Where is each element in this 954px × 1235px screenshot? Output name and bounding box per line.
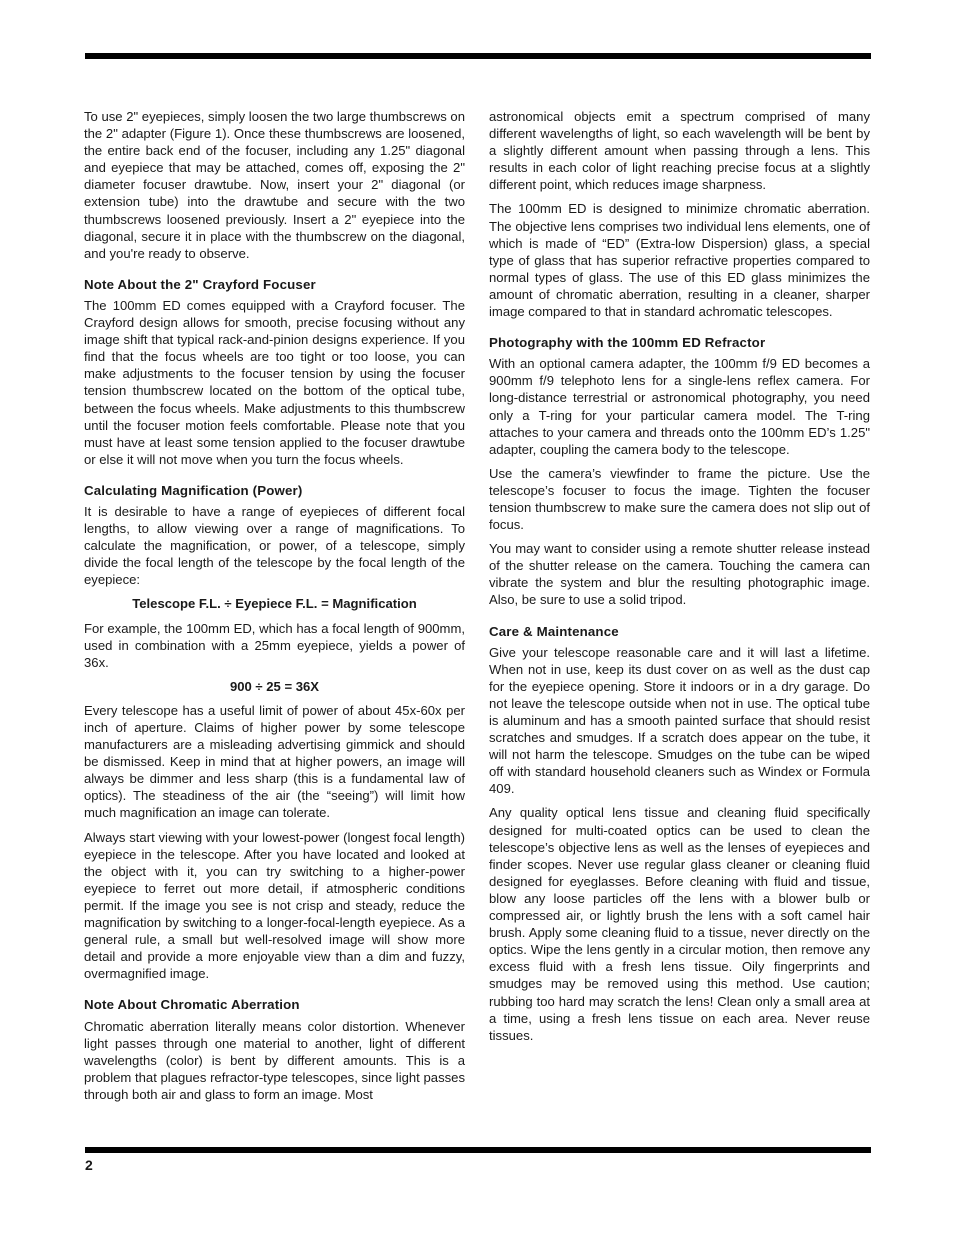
body-paragraph: Chromatic aberration literally means color distortion. Whenever light passes through one material to another, light of different wavelengths (color) is bent by different amounts. This is a problem that plagues refractor-type telescopes, since light passes through both air and glass to form an image. Most xyxy=(84,1018,465,1102)
page-number: 2 xyxy=(85,1157,93,1173)
section-heading: Note About the 2" Crayford Focuser xyxy=(84,276,316,292)
section-heading: Note About Chromatic Aberration xyxy=(84,997,300,1013)
section-heading: Calculating Magnification (Power) xyxy=(84,482,303,498)
formula: 900 ÷ 25 = 36X xyxy=(229,678,320,694)
body-paragraph: Give your telescope reasonable care and it will last a lifetime. When not in use, keep its dust cover on as well as the dust cap for the eyepiece opening. Store it indoors or in a dry garage. Do not leave the telescope outside when not in use. The optical tube is aluminum and has a smooth painted surface that should resist scratches and smudges. If a scratch does appear on the tube, it will not harm the telescope. Smudges on the tube can be wiped off with standard household cleaners such as Windex or Formula 409. xyxy=(489,644,870,797)
body-paragraph: Any quality optical lens tissue and cleaning fluid specifically designed for multi-coated optics can be used to clean the telescope’s objective lens as well as the lenses of eyepieces and finder scopes. Never use regular glass cleaner or cleaning fluid designed for eyeglasses. Before cleaning with fluid and tissue, blow any loose particles off the lens with a blower bulb or compressed air, or lightly brush the lens with a soft camel hair brush. Apply some cleaning fluid to a tissue, never directly on the optics. Wipe the lens gently in a circular motion, then remove any excess fluid with a fresh lens tissue. Oily fingerprints and smudges may be removed using this method. Use caution; rubbing too hard may scratch the lens! Clean only a small area at a time, using a fresh lens tissue on each area. Never reuse tissues. xyxy=(489,805,870,1043)
body-paragraph: To use 2" eyepieces, simply loosen the two large thumbscrews on the 2" adapter (Figure 1). Once these thumbscrews are loosened, the entire back end of the focuser, including any 1.25" diagonal and eyepiece that may be attached, comes off, exposing the 2" diameter focuser drawtube. Now, insert your 2" diagonal (or extension tube) into the drawtube and secure with the two thumbscrews loosened previously. Insert a 2" eyepiece into the diagonal, secure it in place with the thumbscrew on the diagonal, and you're ready to observe. xyxy=(84,109,465,261)
body-paragraph: The 100mm ED comes equipped with a Crayford focuser. The Crayford design allows for smooth, precise focusing without any image shift that typical rack-and-pinion designs experience. If you find that the focus wheels are too tight or too loose, you can make adjustments to the focuser tension by using the focuser tension thumbscrew located on the bottom of the optical tube, between the focus wheels. Make adjustments to this thumbscrew until the focuser motion feels comfortable. Please note that you must have at least some tension applied to the focuser drawtube or else it will not move when you turn the focus wheels. xyxy=(84,297,465,467)
body-paragraph: The 100mm ED is designed to minimize chromatic aberration. The objective lens comprises two individual lens elements, one of which is made of “ED” (Extra-low Dispersion) glass, a special type of glass that has superior refractive properties compared to normal types of glass. The use of this ED glass minimizes the amount of chromatic aberration, resulting in a cleaner, sharper image compared to that in standard achromatic telescopes. xyxy=(489,201,870,320)
left-column xyxy=(84,108,465,1110)
footer-rule xyxy=(85,1147,871,1153)
body-paragraph: Every telescope has a useful limit of power of about 45x-60x per inch of aperture. Claims of higher power by some telescope manufacturers are a misleading advertising gimmick and should be dismissed. Keep in mind that at higher powers, an image will always be dimmer and less sharp (this is a fundamental law of optics). The steadiness of the air (the “seeing”) will limit how much magnification an image can tolerate. xyxy=(84,702,465,821)
body-paragraph: Use the camera’s viewfinder to frame the picture. Use the telescope’s focuser to focus the image. Tighten the focuser tension thumbscrew to make sure the camera does not slip out of focus. xyxy=(489,465,870,533)
header-rule xyxy=(85,53,871,59)
section-heading: Photography with the 100mm ED Refractor xyxy=(489,335,766,351)
body-paragraph: With an optional camera adapter, the 100mm f/9 ED becomes a 900mm f/9 telephoto lens for a single-lens reflex camera. For long-distance terrestrial or astronomical photography, you need only a T-ring for your particular camera model. The T-ring attaches to your camera and threads onto the 100mm ED’s 1.25" adapter, coupling the camera body to the telescope. xyxy=(489,356,870,457)
right-column xyxy=(489,108,870,1051)
body-paragraph: You may want to consider using a remote shutter release instead of the shutter release on the camera. Touching the camera can vibrate the system and blur the resulting photographic image. Also, be sure to use a solid tripod. xyxy=(489,541,870,608)
body-paragraph: astronomical objects emit a spectrum comprised of many different wavelengths of light, so each wavelength will be bent by a slightly different amount when passing through a lens. This results in each color of light reaching precise focus at a slightly different point, which reduces image sharpness. xyxy=(489,109,870,193)
body-paragraph: It is desirable to have a range of eyepieces of different focal lengths, to allow viewing over a range of magnifications. To calculate the magnification, or power, of a telescope, simply divide the focal length of the telescope by the focal length of the eyepiece: xyxy=(84,503,465,588)
section-heading: Care & Maintenance xyxy=(489,623,619,639)
formula: Telescope F.L. ÷ Eyepiece F.L. = Magnification xyxy=(132,596,417,612)
body-paragraph: For example, the 100mm ED, which has a focal length of 900mm, used in combination with a 25mm eyepiece, yields a power of 36x. xyxy=(84,620,465,670)
body-paragraph: Always start viewing with your lowest-power (longest focal length) eyepiece in the telescope. After you have located and looked at the object with it, you can try switching to a higher-power eyepiece to ferret out more detail, if atmospheric conditions permit. If the image you see is not crisp and steady, reduce the magnification by switching to a longer-focal-length eyepiece. As a general rule, a small but well-resolved image will show more detail and provide a more enjoyable view than a dim and fuzzy, overmagnified image. xyxy=(84,829,465,982)
